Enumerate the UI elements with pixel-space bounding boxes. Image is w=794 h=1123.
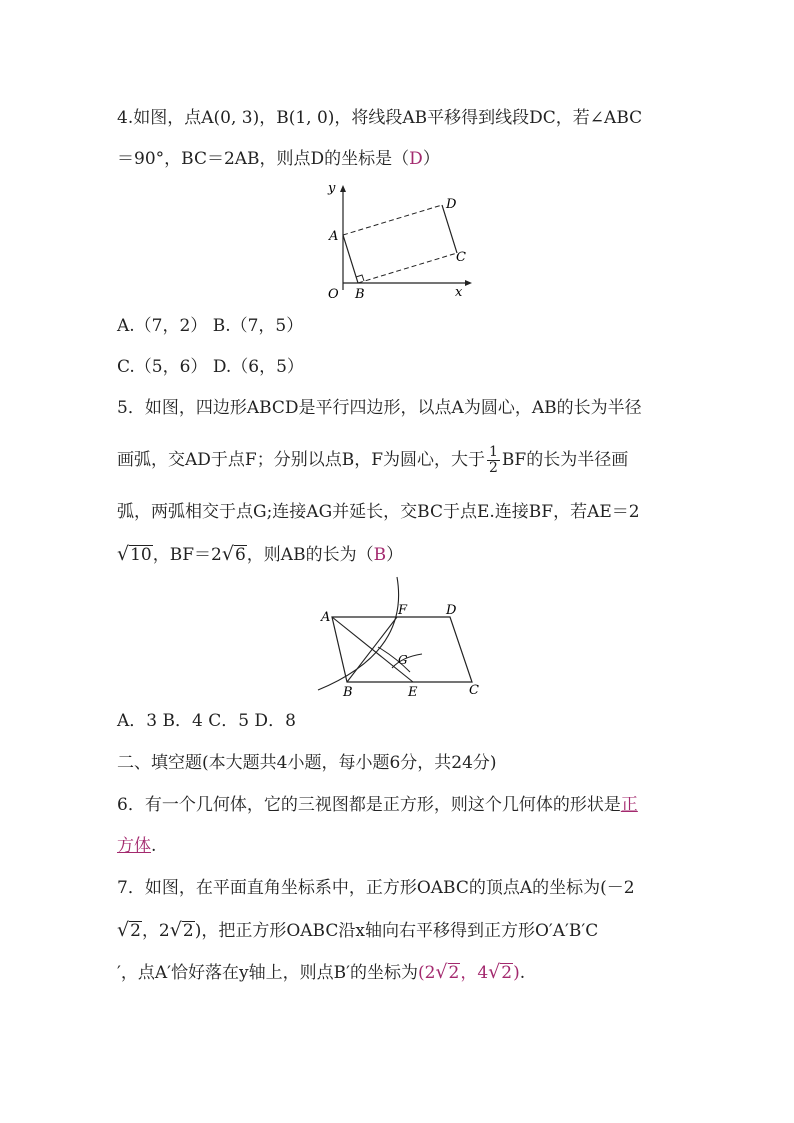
q5-label-d: D	[446, 603, 457, 618]
q4-label-o: O	[328, 287, 339, 302]
q5-options: A．3 B．4 C．5 D．8	[117, 711, 296, 731]
q7-line1: 7．如图，在平面直角坐标系中，正方形OABC的顶点A的坐标为(－2	[117, 878, 635, 898]
q5-sqrt-6: 6	[234, 545, 246, 565]
q7-answer-sqrt-a: 2	[448, 963, 460, 983]
q5-line4	[117, 542, 403, 567]
q7-answer-sqrt-b: 2	[501, 963, 513, 983]
q5-frac-den: 2	[489, 460, 498, 476]
q5-frac-num: 1	[489, 444, 498, 460]
section2-title: 二、填空题(本大题共4小题，每小题6分，共24分)	[117, 753, 497, 773]
q4-label-a: A	[329, 229, 339, 244]
q4-figure	[320, 180, 480, 305]
q5-label-e: E	[408, 685, 418, 700]
radical-icon: √	[169, 919, 182, 941]
q5-line3: 弧，两弧相交于点G;连接AG并延长，交BC于点E.连接BF，若AE＝2	[117, 502, 640, 522]
q7-line3-text: ′，点A′恰好落在y轴上，则点B′的坐标为	[117, 963, 418, 983]
q5-label-g: G	[398, 653, 408, 667]
q7-sqrt-a: 2	[130, 921, 141, 941]
q6-line1	[117, 793, 638, 817]
q4-y-arrow	[340, 185, 346, 192]
q7-line3	[117, 960, 525, 985]
q5-arc-center-a	[318, 577, 399, 690]
q4-segment-bc	[358, 253, 457, 283]
radical-icon: √	[488, 961, 501, 983]
q4-line2	[117, 147, 440, 171]
q5-label-c: C	[469, 683, 479, 698]
q4-segment-dc	[442, 205, 457, 253]
q5-line1: 5．如图，四边形ABCD是平行四边形，以点A为圆心，AB的长为半径	[117, 398, 642, 418]
q4-options-row1: A.（7，2） B.（7，5）	[117, 316, 304, 336]
q5-line4-mid: ，BF＝2	[152, 545, 222, 565]
q6-line2-end: .	[151, 836, 157, 856]
q5-fraction	[487, 445, 500, 476]
q7-answer	[418, 963, 520, 983]
q4-line2-end: ）	[422, 149, 440, 169]
q5-segment-bf	[347, 617, 397, 682]
radical-icon: √	[435, 961, 448, 983]
q4-options-row2: C.（5，6） D.（6，5）	[117, 357, 304, 377]
q4-segment-ab	[343, 235, 358, 283]
q4-line1: 4.如图，点A(0, 3)，B(1, 0)，将线段AB平移得到线段DC，若∠ABC	[117, 108, 643, 128]
q4-line2-text: ＝90°，BC＝2AB，则点D的坐标是（	[117, 149, 410, 169]
q4-label-x: x	[455, 285, 463, 300]
q5-line2-text: 画弧，交AD于点F；分别以点B，F为圆心，大于	[117, 450, 485, 470]
q5-sqrt-10: 10	[130, 545, 152, 565]
q4-label-c: C	[456, 250, 466, 265]
radical-icon: √	[221, 543, 234, 565]
q7-answer-close: )	[513, 963, 520, 983]
q5-line4-end: ）	[386, 545, 404, 565]
q5-line2-end: BF的长为半径画	[501, 450, 629, 470]
q7-line2-text: )，把正方形OABC沿x轴向右平移得到正方形O′A′B′C	[194, 921, 599, 941]
q7-line2	[117, 918, 598, 943]
q7-line3-end: .	[519, 963, 526, 983]
q4-segment-ad	[343, 205, 442, 235]
q6-answer-part1: 正	[620, 795, 638, 815]
q5-label-a: A	[321, 610, 331, 625]
q4-label-b: B	[355, 287, 365, 302]
q5-label-b: B	[343, 685, 353, 700]
q6-line1-text: 6．有一个几何体，它的三视图都是正方形，则这个几何体的形状是	[117, 795, 621, 815]
q5-line2	[117, 445, 628, 476]
q4-answer: D	[409, 149, 423, 169]
q6-answer-part2: 方体	[117, 836, 151, 856]
q5-answer: B	[373, 545, 387, 565]
q4-label-d: D	[446, 197, 457, 212]
q7-sqrt-b: 2	[182, 921, 194, 941]
q5-label-f: F	[398, 603, 408, 618]
radical-icon: √	[117, 919, 130, 941]
q7-answer-open: (2	[417, 963, 436, 983]
q5-line4-text: ，则AB的长为（	[246, 545, 374, 565]
q4-x-arrow	[465, 280, 472, 286]
q7-line2-mid: ，2	[141, 921, 170, 941]
q4-label-y: y	[328, 181, 336, 196]
q6-line2	[117, 834, 156, 858]
q7-answer-mid: ，4	[460, 963, 489, 983]
radical-icon: √	[117, 543, 130, 565]
q5-figure	[310, 572, 490, 702]
